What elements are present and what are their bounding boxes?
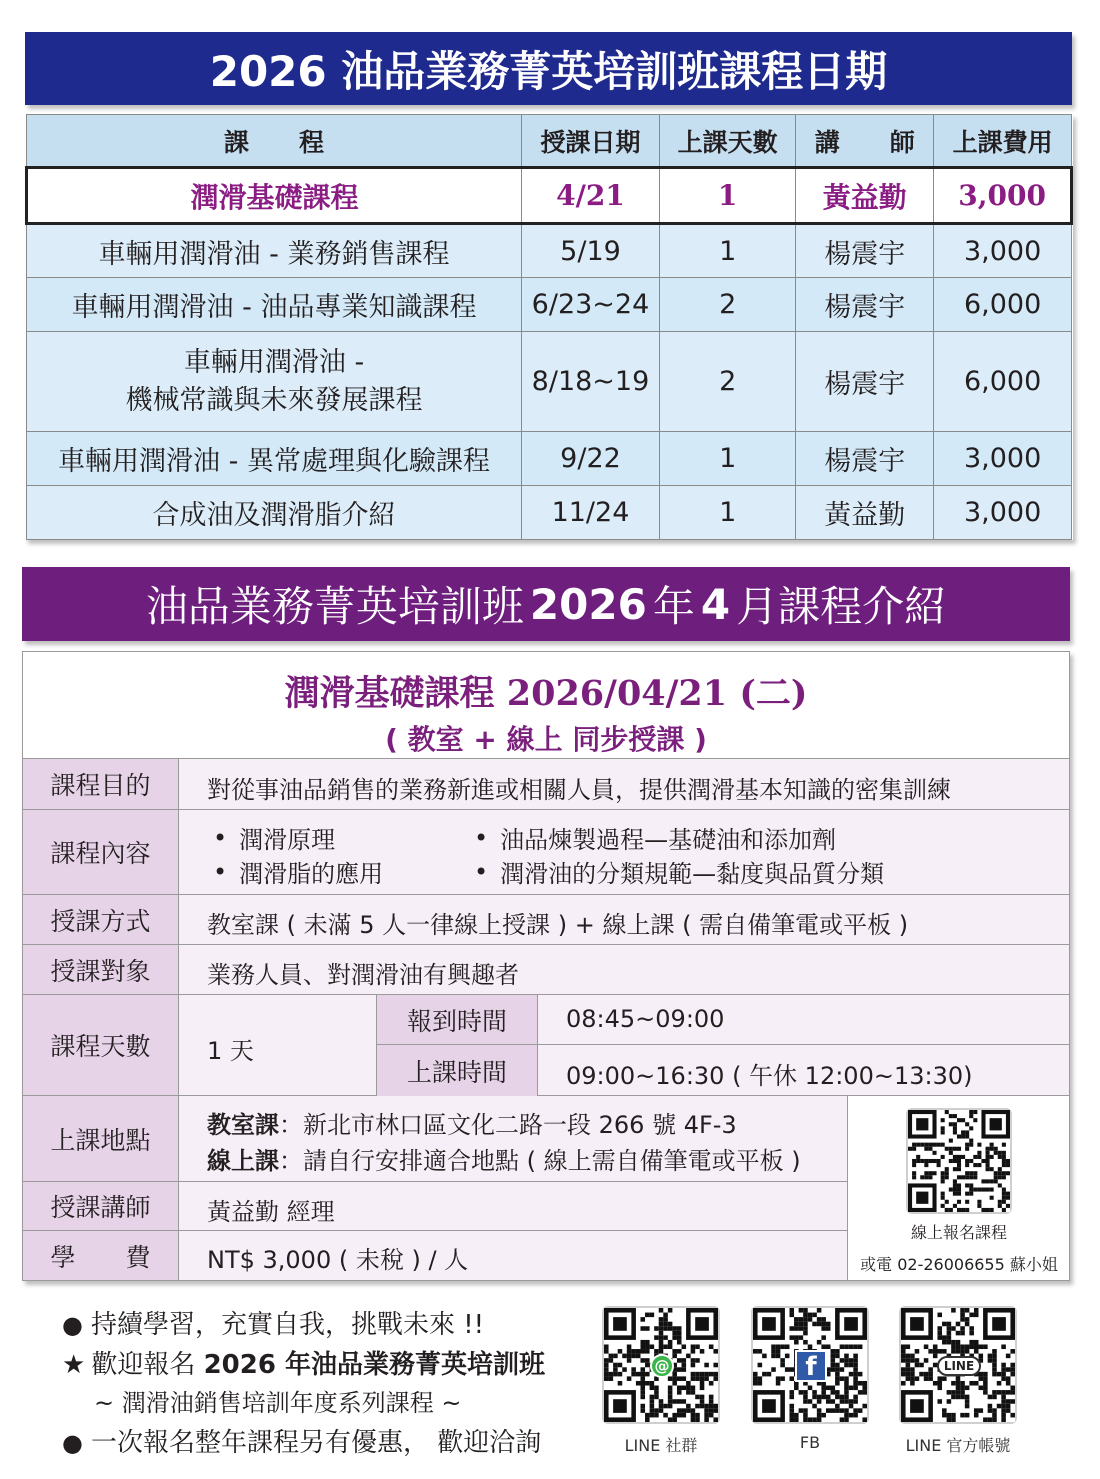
location-online bbox=[207, 1141, 801, 1176]
header-date: 授課日期 bbox=[522, 115, 660, 168]
audience-row bbox=[23, 945, 1069, 995]
fee-cell: 3,000 bbox=[934, 224, 1072, 278]
fee-cell: 6,000 bbox=[934, 278, 1072, 332]
intro-title-mid: 年 bbox=[652, 582, 695, 631]
checkin-label: 報到時間 bbox=[376, 995, 538, 1045]
facebook-icon: f bbox=[795, 1350, 827, 1382]
class-time: 09:00~16:30 ( 午休 12:00~13:30) bbox=[566, 1062, 973, 1090]
qr-code-icon bbox=[908, 1110, 1010, 1212]
fee-row bbox=[23, 1231, 847, 1280]
intro-title-year: 2026 bbox=[529, 579, 647, 629]
checkin-time: 08:45~09:00 bbox=[566, 1005, 725, 1033]
days-cell: 1 bbox=[659, 224, 795, 278]
course-date: 2026/04/21 (二) bbox=[506, 673, 808, 714]
intro-title bbox=[22, 567, 1070, 641]
method-label: 授課方式 bbox=[23, 895, 179, 944]
qr-caption-fb: FB bbox=[799, 1433, 821, 1452]
fee-label: 學 費 bbox=[23, 1231, 179, 1280]
teacher-cell: 黃益勤 bbox=[796, 486, 934, 540]
course-cell: 車輛用潤滑油 - 異常處理與化驗課程 bbox=[27, 432, 522, 486]
course-cell: 合成油及潤滑脂介紹 bbox=[27, 486, 522, 540]
content-row bbox=[23, 810, 1069, 895]
divider bbox=[538, 1044, 1069, 1045]
teacher-cell: 楊震宇 bbox=[796, 332, 934, 432]
date-cell: 4/21 bbox=[522, 168, 660, 224]
classroom-address: ：新北市林口區文化二路一段 266 號 4F-3 bbox=[279, 1111, 737, 1139]
qr-caption-line-official: LINE 官方帳號 bbox=[905, 1436, 1011, 1455]
footer-text: 歡迎報名 bbox=[91, 1350, 196, 1380]
footer-line-4 bbox=[62, 1422, 541, 1459]
days-cell: 2 bbox=[659, 278, 795, 332]
teacher-cell: 楊震宇 bbox=[796, 278, 934, 332]
days-cell: 2 bbox=[659, 332, 795, 432]
course-cell: 車輛用潤滑油 - 業務銷售課程 bbox=[27, 224, 522, 278]
fee-cell: 6,000 bbox=[934, 332, 1072, 432]
line-chat-icon: @ bbox=[650, 1354, 674, 1378]
footer-text: 持續學習，充實自我，挑戰未來 !! bbox=[90, 1310, 485, 1340]
course-detail-header bbox=[23, 652, 1069, 759]
filled-circle-icon: ● bbox=[62, 1311, 83, 1339]
date-cell: 9/22 bbox=[522, 432, 660, 486]
register-caption: 線上報名課程 bbox=[910, 1223, 1007, 1242]
footer-line-3: ~ 潤滑油銷售培訓年度系列課程 ~ bbox=[94, 1389, 462, 1417]
online-note: ：請自行安排適合地點 ( 線上需自備筆電或平板 ) bbox=[279, 1147, 801, 1175]
content-item: • 油品煉製過程—基礎油和添加劑 bbox=[468, 820, 836, 855]
table-row bbox=[27, 332, 1072, 432]
table-row bbox=[27, 224, 1072, 278]
teacher-cell: 黃益勤 bbox=[796, 168, 934, 224]
location-classroom bbox=[207, 1105, 737, 1140]
header-days: 上課天數 bbox=[659, 115, 795, 168]
date-cell: 11/24 bbox=[522, 486, 660, 540]
fee-cell: 3,000 bbox=[934, 486, 1072, 540]
intro-title-pre: 油品業務菁英培訓班 bbox=[145, 582, 524, 631]
footer-line-2 bbox=[62, 1344, 545, 1381]
register-phone: 或電 02-26006655 蘇小姐 bbox=[860, 1255, 1058, 1274]
days-label: 課程天數 bbox=[23, 995, 179, 1095]
location-row bbox=[23, 1096, 847, 1182]
course-cell: 車輛用潤滑油 - 油品專業知識課程 bbox=[27, 278, 522, 332]
audience-label: 授課對象 bbox=[23, 945, 179, 994]
header-teacher: 講 師 bbox=[796, 115, 934, 168]
footer-bold-text: 2026 年油品業務菁英培訓班 bbox=[203, 1350, 546, 1380]
content-item: • 潤滑原理 bbox=[207, 820, 335, 855]
purpose-label: 課程目的 bbox=[23, 759, 179, 809]
date-cell: 6/23~24 bbox=[522, 278, 660, 332]
course-heading bbox=[23, 666, 1069, 716]
register-qr-code[interactable] bbox=[906, 1108, 1012, 1214]
content-item: • 潤滑油的分類規範—黏度與品質分類 bbox=[468, 854, 884, 889]
header-fee: 上課費用 bbox=[934, 115, 1072, 168]
table-row bbox=[27, 432, 1072, 486]
table-row bbox=[27, 278, 1072, 332]
course-cell bbox=[27, 332, 522, 432]
date-cell: 5/19 bbox=[522, 224, 660, 278]
footer-line-1 bbox=[62, 1304, 484, 1341]
purpose-value: 對從事油品銷售的業務新進或相關人員，提供潤滑基本知識的密集訓練 bbox=[207, 776, 951, 804]
teacher-label: 授課講師 bbox=[23, 1182, 179, 1230]
method-row bbox=[23, 895, 1069, 945]
teacher-cell: 楊震宇 bbox=[796, 224, 934, 278]
days-cell: 1 bbox=[659, 432, 795, 486]
intro-title-month: 4 bbox=[700, 579, 731, 629]
filled-circle-icon: ● bbox=[62, 1429, 83, 1457]
location-label: 上課地點 bbox=[23, 1096, 179, 1181]
course-cell: 潤滑基礎課程 bbox=[27, 168, 522, 224]
fee-cell: 3,000 bbox=[934, 432, 1072, 486]
header-course: 課 程 bbox=[27, 115, 522, 168]
fb-qr[interactable] bbox=[751, 1306, 869, 1424]
class-time-label: 上課時間 bbox=[376, 1045, 538, 1096]
qr-caption-line-community: LINE 社群 bbox=[624, 1436, 698, 1455]
course-mode: ( 教室 + 線上 同步授課 ) bbox=[385, 723, 707, 756]
table-row bbox=[27, 486, 1072, 540]
content-label: 課程內容 bbox=[23, 810, 179, 894]
date-cell: 8/18~19 bbox=[522, 332, 660, 432]
table-row bbox=[27, 168, 1072, 224]
course-detail-box bbox=[22, 651, 1070, 1281]
content-item: • 潤滑脂的應用 bbox=[207, 854, 383, 889]
course-name: 潤滑基礎課程 bbox=[284, 674, 495, 714]
classroom-label: 教室課 bbox=[207, 1111, 279, 1139]
method-value: 教室課 ( 未滿 5 人一律線上授課 ) + 線上課 ( 需自備筆電或平板 ) bbox=[207, 911, 909, 939]
schedule-header-row bbox=[27, 115, 1072, 168]
line-community-qr[interactable] bbox=[602, 1306, 720, 1424]
register-panel bbox=[847, 1096, 1069, 1280]
days-row bbox=[23, 995, 1069, 1096]
schedule-title: 2026 油品業務菁英培訓班課程日期 bbox=[25, 32, 1072, 105]
line-logo-icon: LINE bbox=[937, 1356, 981, 1376]
fee-value: NT$ 3,000 ( 未稅 ) / 人 bbox=[207, 1246, 469, 1274]
fee-cell: 3,000 bbox=[934, 168, 1072, 224]
teacher-value: 黃益勤 經理 bbox=[207, 1198, 335, 1226]
purpose-row bbox=[23, 759, 1069, 810]
online-label: 線上課 bbox=[207, 1147, 279, 1175]
teacher-cell: 楊震宇 bbox=[796, 432, 934, 486]
footer-text: 一次報名整年課程另有優惠， 歡迎洽詢 bbox=[90, 1428, 542, 1458]
course-line: 機械常識與未來發展課程 bbox=[125, 384, 423, 416]
schedule-table bbox=[25, 114, 1073, 540]
days-value: 1 天 bbox=[207, 1037, 254, 1065]
days-cell: 1 bbox=[659, 486, 795, 540]
line-official-qr[interactable] bbox=[899, 1306, 1017, 1424]
star-icon: ★ bbox=[62, 1350, 86, 1380]
audience-value: 業務人員、對潤滑油有興趣者 bbox=[207, 961, 519, 989]
intro-title-post: 月課程介紹 bbox=[736, 582, 947, 631]
course-line: 車輛用潤滑油 - bbox=[183, 346, 365, 378]
teacher-row bbox=[23, 1182, 847, 1231]
days-cell: 1 bbox=[659, 168, 795, 224]
